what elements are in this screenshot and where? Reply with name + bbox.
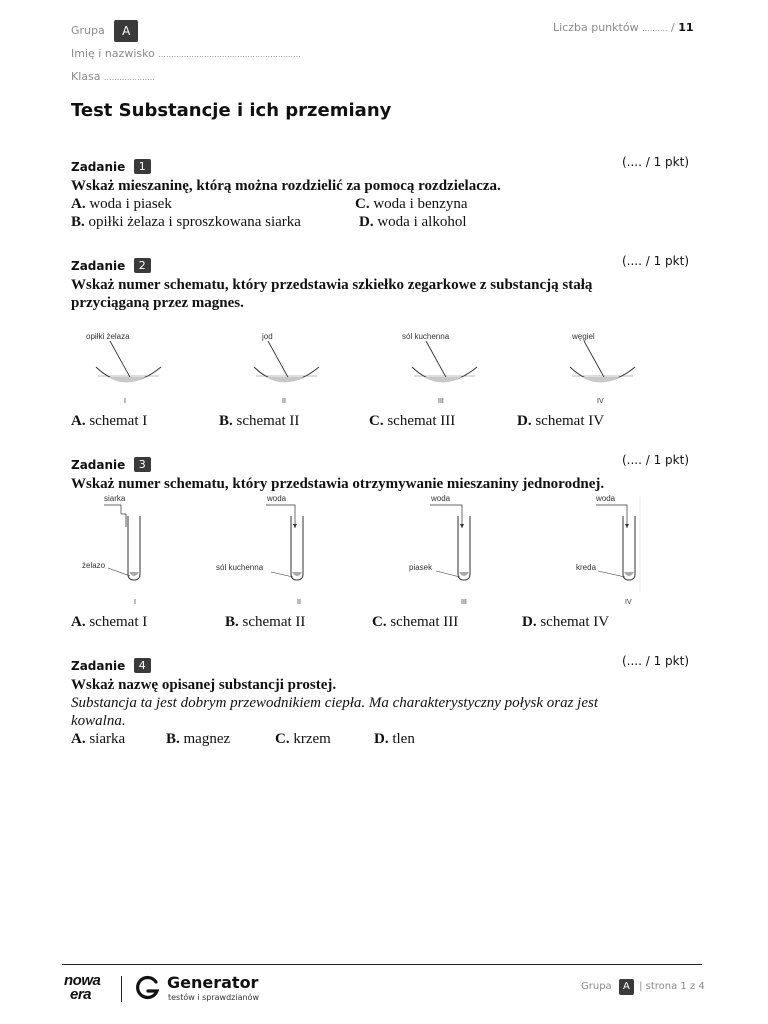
task-4-header	[71, 657, 151, 675]
task-1-header	[71, 158, 151, 176]
name-field	[71, 47, 301, 60]
figure-roman: III	[438, 398, 444, 405]
task-3-points: (.... / 1 pkt)	[622, 453, 690, 467]
points-label: Liczba punktów	[553, 21, 639, 34]
task-1-answer-b[interactable]: B. opiłki żelaza i sproszkowana siarka	[71, 214, 301, 230]
watch-glass-figure-3	[402, 330, 482, 410]
figure-roman: I	[134, 599, 136, 606]
task-2-answer-c[interactable]: C. schemat III	[369, 413, 456, 429]
class-field	[71, 70, 155, 83]
task-3-figures	[76, 492, 656, 610]
grupa-badge: A	[114, 20, 138, 42]
task-2-figures	[86, 330, 646, 410]
task-3-header	[71, 456, 151, 474]
figure-roman: II	[297, 599, 301, 606]
figure-roman: II	[282, 398, 286, 405]
points-max: 11	[678, 21, 694, 34]
figure-label: sól kuchenna	[402, 332, 450, 341]
task-4-answer-c[interactable]: C. krzem	[275, 731, 331, 747]
figure-label: opiłki żelaza	[86, 332, 130, 341]
task-number-badge: 3	[134, 457, 151, 472]
figure-label: węgiel	[572, 332, 595, 341]
task-2-answer-d[interactable]: D. schemat IV	[517, 413, 605, 429]
test-tube-diagram	[556, 492, 656, 592]
page-title: Test Substancje i ich przemiany	[71, 100, 392, 121]
watch-glass-figure-1	[86, 330, 166, 410]
test-tube-figure-4	[556, 492, 656, 610]
task-3-question: Wskaż numer schematu, który przedstawia otrzymywanie mieszaniny jednorodnej.	[71, 476, 605, 492]
points-dots: ..........	[642, 24, 668, 33]
task-label: Zadanie	[71, 458, 126, 472]
task-number-badge: 1	[134, 159, 151, 174]
class-label: Klasa	[71, 70, 101, 83]
figure-top-label: woda	[596, 494, 616, 503]
task-label: Zadanie	[71, 259, 126, 273]
test-tube-diagram	[76, 492, 216, 592]
task-4-question: Wskaż nazwę opisanej substancji prostej.	[71, 677, 337, 693]
watch-glass-diagram	[402, 330, 482, 396]
footer-page-number: | strona 1 z 4	[639, 981, 705, 992]
task-4-answer-d[interactable]: D. tlen	[374, 731, 415, 747]
grupa-label: Grupa	[71, 24, 105, 37]
task-4-description-line-1: Substancja ta jest dobrym przewodnikiem ciepła. Ma charakterystyczny połysk oraz jest	[71, 695, 598, 711]
figure-roman: I	[124, 398, 126, 405]
figure-side-label: kreda	[576, 563, 597, 572]
task-4-points: (.... / 1 pkt)	[622, 654, 690, 668]
figure-roman: IV	[597, 398, 604, 405]
task-2-points: (.... / 1 pkt)	[622, 254, 690, 268]
grupa-field	[71, 20, 138, 42]
figure-side-label: piasek	[409, 563, 433, 572]
task-number-badge: 2	[134, 258, 151, 273]
test-tube-figure-1	[76, 492, 216, 610]
name-label: Imię i nazwisko	[71, 47, 155, 60]
test-tube-diagram	[216, 492, 396, 592]
footer-grupa-label: Grupa	[581, 981, 612, 992]
task-3-answer-c[interactable]: C. schemat III	[372, 614, 459, 630]
task-1-answer-d[interactable]: D. woda i alkohol	[359, 214, 467, 230]
figure-side-label: sól kuchenna	[216, 563, 264, 572]
figure-top-label: woda	[431, 494, 451, 503]
name-dots: ........................................................	[158, 50, 301, 59]
footer-page-info	[581, 979, 705, 995]
logo-separator	[121, 976, 122, 1002]
task-1-points: (.... / 1 pkt)	[622, 155, 690, 169]
test-tube-diagram	[396, 492, 526, 592]
task-2-answer-a[interactable]: A. schemat I	[71, 413, 148, 429]
footer-divider	[62, 964, 702, 965]
class-dots: ....................	[103, 73, 155, 82]
task-1-answer-a[interactable]: A. woda i piasek	[71, 196, 172, 212]
task-4-description-line-2: kowalna.	[71, 713, 126, 729]
task-4-answer-b[interactable]: B. magnez	[166, 731, 231, 747]
figure-roman: III	[461, 599, 467, 606]
task-2-question: Wskaż numer schematu, który przedstawia szkiełko zegarkowe z substancją stałą przyciąganą przez magnes.	[71, 277, 593, 311]
generator-g-icon	[135, 975, 161, 1001]
task-3-answer-b[interactable]: B. schemat II	[225, 614, 306, 630]
watch-glass-figure-2	[244, 330, 324, 410]
logo-nowa: nowa	[64, 972, 101, 989]
figure-side-label: żelazo	[82, 561, 106, 570]
watch-glass-diagram	[86, 330, 166, 396]
generator-subtitle: testów i sprawdzianów	[168, 993, 259, 1002]
figure-top-label: woda	[267, 494, 287, 503]
task-number-badge: 4	[134, 658, 151, 673]
footer-grupa-badge: A	[619, 979, 634, 995]
task-3-answer-a[interactable]: A. schemat I	[71, 614, 148, 630]
task-4-answer-a[interactable]: A. siarka	[71, 731, 126, 747]
task-3-answer-d[interactable]: D. schemat IV	[522, 614, 610, 630]
task-2-answer-b[interactable]: B. schemat II	[219, 413, 300, 429]
test-tube-figure-3	[396, 492, 526, 610]
figure-top-label: siarka	[104, 494, 126, 503]
task-1-question: Wskaż mieszaninę, którą można rozdzielić za pomocą rozdzielacza.	[71, 178, 501, 194]
task-label: Zadanie	[71, 659, 126, 673]
figure-label: jod	[262, 332, 273, 341]
logo-era: era	[70, 986, 92, 1003]
watch-glass-diagram	[244, 330, 324, 396]
task-label: Zadanie	[71, 160, 126, 174]
task-2-header	[71, 257, 151, 275]
task-1-answer-c[interactable]: C. woda i benzyna	[355, 196, 468, 212]
generator-title: Generator	[167, 973, 259, 992]
figure-roman: IV	[625, 599, 632, 606]
watch-glass-diagram	[560, 330, 640, 396]
watch-glass-figure-4	[560, 330, 640, 410]
nowa-era-logo	[64, 972, 114, 1008]
test-tube-figure-2	[216, 492, 396, 610]
points-sep: /	[671, 21, 675, 34]
points-total	[553, 21, 694, 34]
